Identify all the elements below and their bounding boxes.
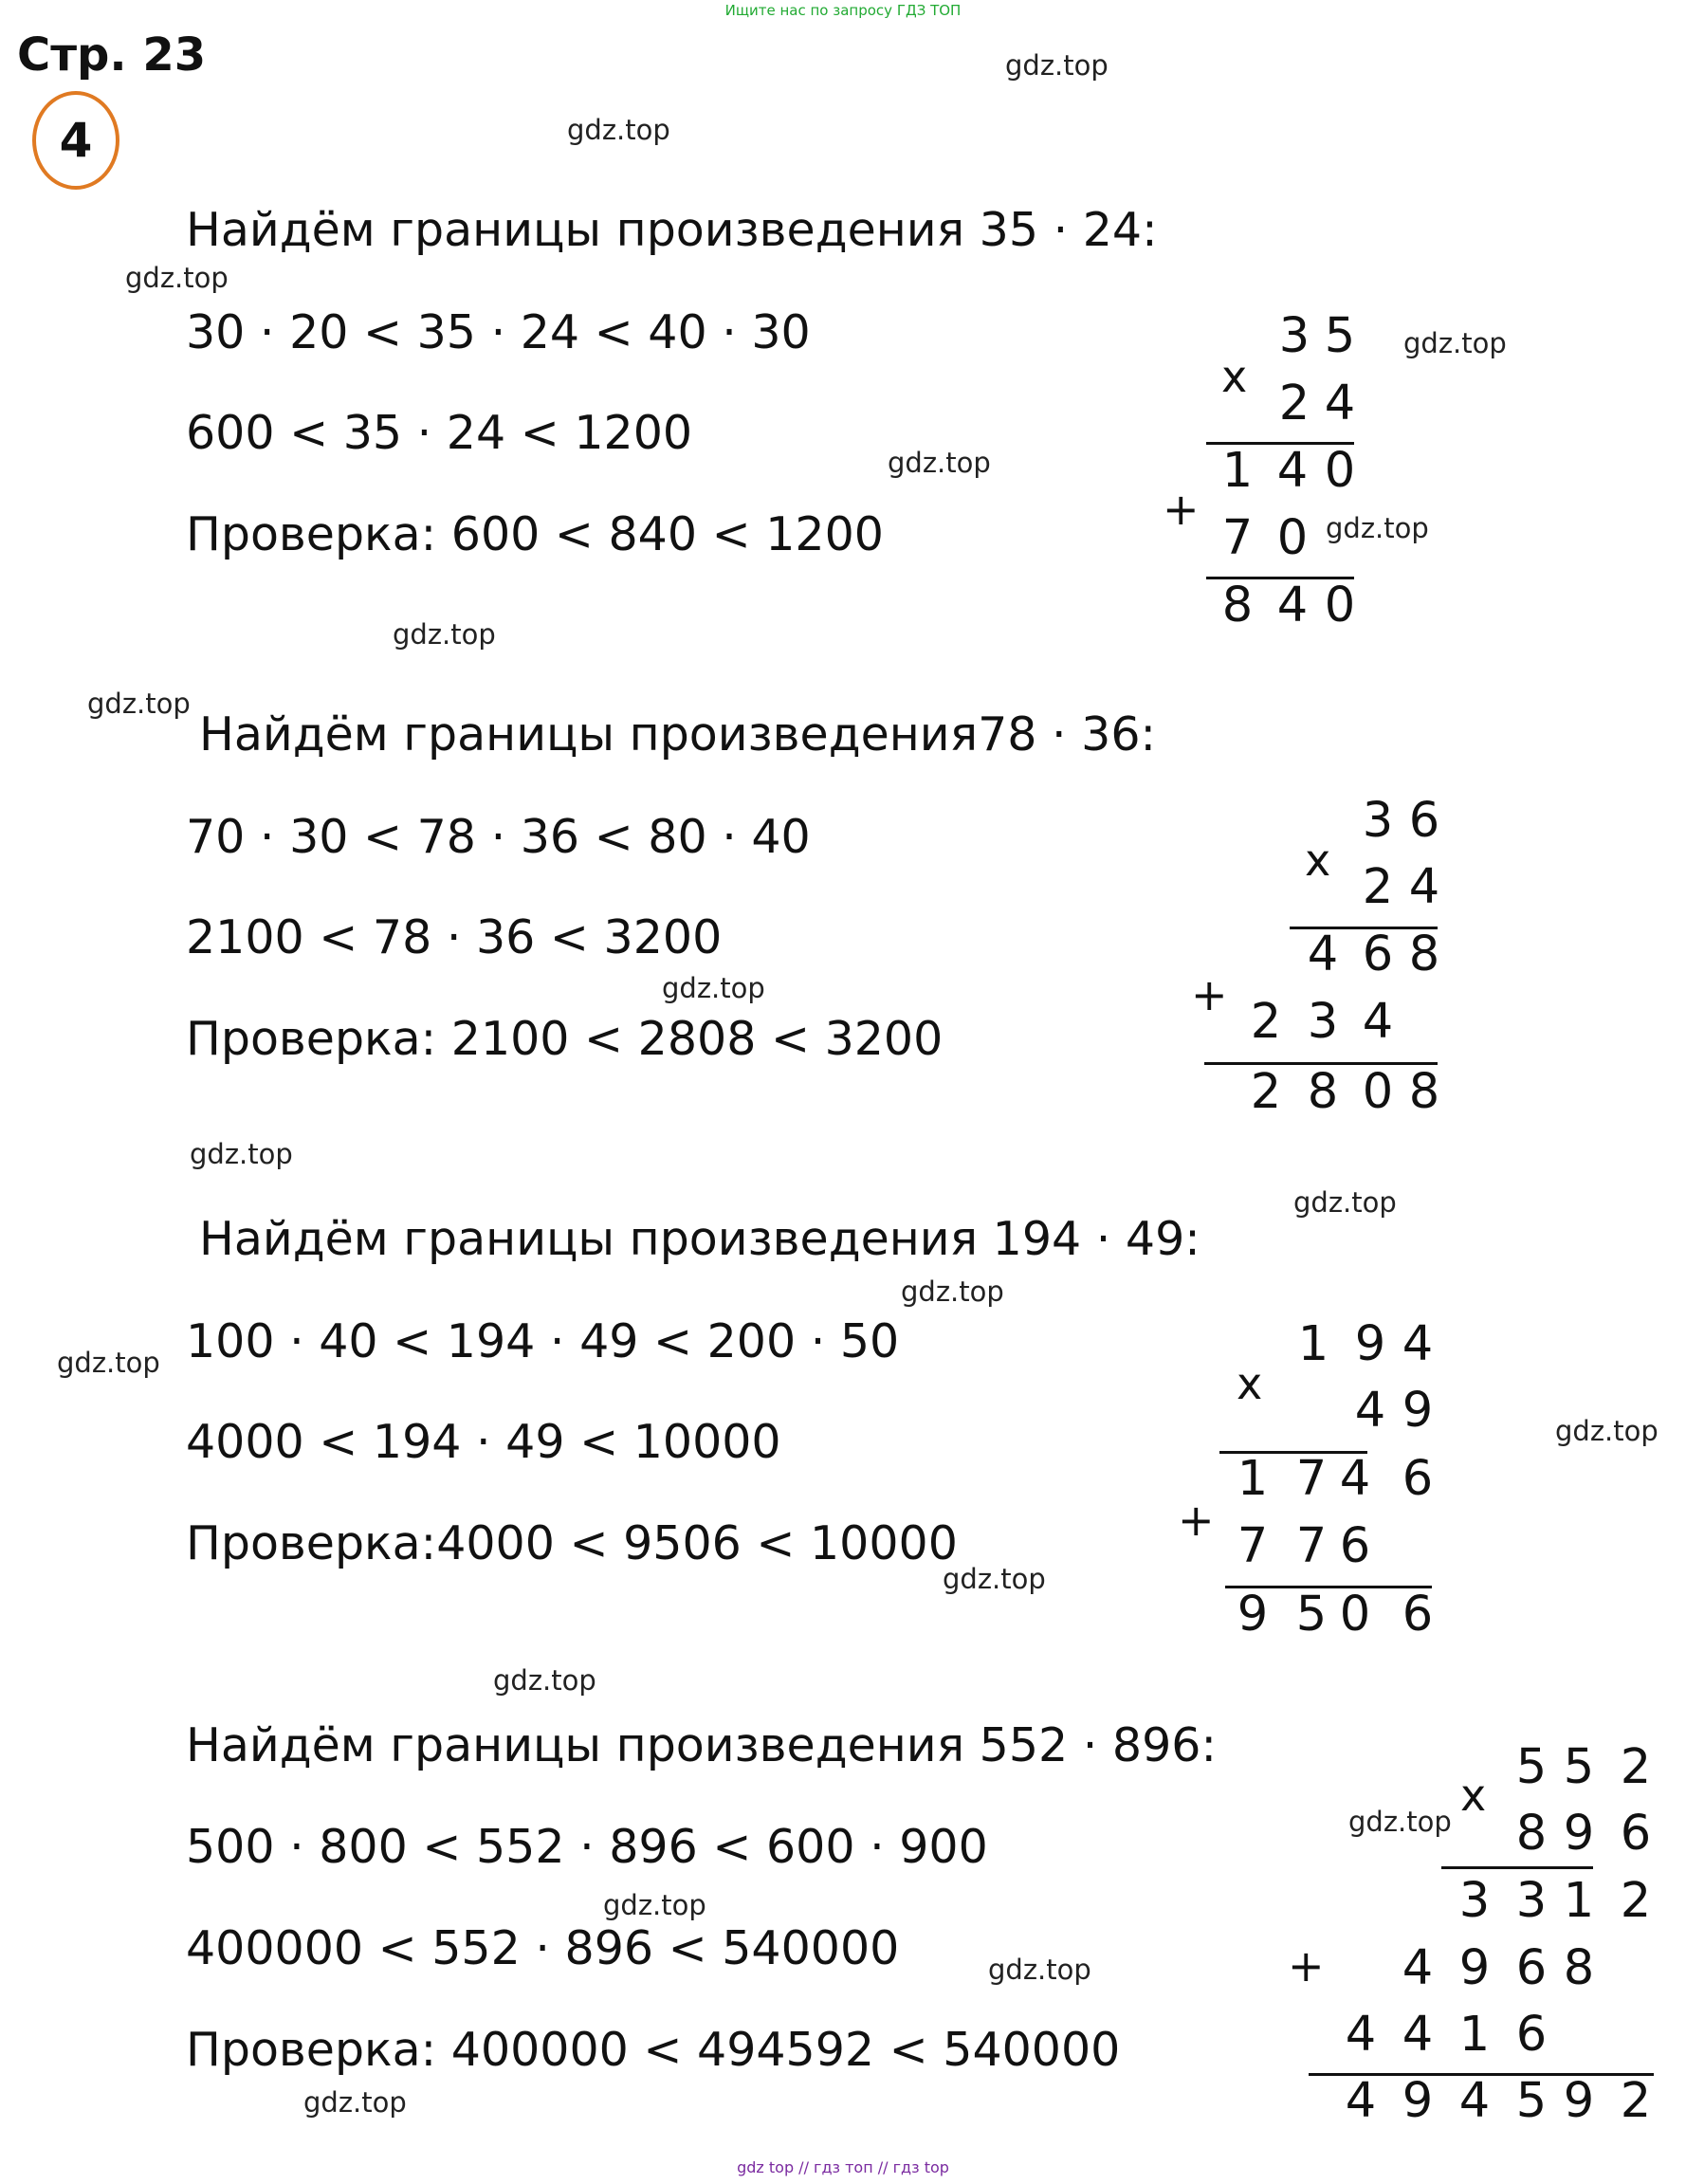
digit: 0 <box>1324 443 1356 499</box>
digit: 5 <box>1563 1739 1595 1795</box>
page-title: Стр. 23 <box>17 28 207 82</box>
digit: 7 <box>1237 1518 1269 1574</box>
digit: 4 <box>1408 859 1440 915</box>
digit: 4 <box>1362 994 1394 1050</box>
underline <box>1441 1866 1593 1869</box>
watermark: gdz.top <box>87 688 191 720</box>
digit: 4 <box>1402 1316 1434 1372</box>
digit: 3 <box>1278 308 1310 364</box>
digit: 2 <box>1620 1739 1652 1795</box>
digit: 4 <box>1402 2007 1434 2063</box>
digit: 4 <box>1458 2073 1491 2129</box>
watermark: gdz.top <box>1403 327 1507 359</box>
watermark: gdz.top <box>1326 512 1429 544</box>
digit: 6 <box>1515 1940 1548 1996</box>
problem-3-heading: Найдём границы произведения 194 · 49: <box>199 1212 1200 1266</box>
digit: 6 <box>1408 793 1440 849</box>
watermark: gdz.top <box>1555 1415 1659 1447</box>
digit: 9 <box>1458 1940 1491 1996</box>
watermark: gdz.top <box>1348 1806 1452 1838</box>
problem-4-bounds: 400000 < 552 · 896 < 540000 <box>186 1921 900 1975</box>
problem-1-heading: Найдём границы произведения 35 · 24: <box>186 203 1158 257</box>
plus-sign: + <box>1288 1940 1325 1991</box>
watermark: gdz.top <box>493 1664 596 1697</box>
digit: 2 <box>1278 376 1310 431</box>
plus-sign: + <box>1178 1495 1215 1546</box>
watermark: gdz.top <box>567 114 670 146</box>
digit: 2 <box>1620 1873 1652 1929</box>
problem-1-bounds: 600 < 35 · 24 < 1200 <box>186 406 693 460</box>
digit: 2 <box>1362 859 1394 915</box>
times-sign: x <box>1221 351 1248 402</box>
digit: 4 <box>1276 578 1309 633</box>
plus-sign: + <box>1191 969 1228 1020</box>
watermark: gdz.top <box>1005 49 1109 82</box>
digit: 5 <box>1295 1587 1328 1643</box>
problem-2-check: Проверка: 2100 < 2808 < 3200 <box>186 1012 944 1066</box>
problem-2-heading: Найдём границы произведения78 · 36: <box>199 707 1157 762</box>
watermark: gdz.top <box>888 447 991 479</box>
digit: 8 <box>1408 1064 1440 1120</box>
digit: 4 <box>1345 2007 1377 2063</box>
digit: 5 <box>1515 1739 1548 1795</box>
digit: 8 <box>1221 578 1254 633</box>
problem-3-check: Проверка:4000 < 9506 < 10000 <box>186 1516 958 1570</box>
digit: 9 <box>1563 2073 1595 2129</box>
digit: 1 <box>1237 1451 1269 1507</box>
digit: 4 <box>1307 927 1339 982</box>
digit: 6 <box>1362 927 1394 982</box>
digit: 4 <box>1276 443 1309 499</box>
digit: 2 <box>1250 1064 1282 1120</box>
digit: 6 <box>1402 1451 1434 1507</box>
problem-4-check: Проверка: 400000 < 494592 < 540000 <box>186 2023 1121 2077</box>
digit: 6 <box>1620 1806 1652 1862</box>
digit: 0 <box>1362 1064 1394 1120</box>
watermark: gdz.top <box>662 972 765 1004</box>
digit: 6 <box>1402 1587 1434 1643</box>
watermark: gdz.top <box>190 1138 293 1170</box>
digit: 1 <box>1458 2007 1491 2063</box>
digit: 9 <box>1402 1383 1434 1439</box>
digit: 8 <box>1515 1806 1548 1862</box>
digit: 1 <box>1297 1316 1329 1372</box>
digit: 9 <box>1237 1587 1269 1643</box>
digit: 4 <box>1354 1383 1386 1439</box>
times-sign: x <box>1305 835 1331 886</box>
problem-1-check: Проверка: 600 < 840 < 1200 <box>186 507 884 561</box>
task-number: 4 <box>59 113 93 168</box>
digit: 3 <box>1307 994 1339 1050</box>
watermark: gdz.top <box>603 1889 706 1921</box>
digit: 9 <box>1354 1316 1386 1372</box>
problem-4-heading: Найдём границы произведения 552 · 896: <box>186 1718 1217 1772</box>
digit: 3 <box>1515 1873 1548 1929</box>
digit: 8 <box>1563 1940 1595 1996</box>
digit: 9 <box>1402 2073 1434 2129</box>
digit: 5 <box>1324 308 1356 364</box>
digit: 4 <box>1324 376 1356 431</box>
digit: 4 <box>1345 2073 1377 2129</box>
task-number-badge <box>32 91 119 190</box>
digit: 7 <box>1295 1451 1328 1507</box>
digit: 2 <box>1620 2073 1652 2129</box>
problem-2-estimate: 70 · 30 < 78 · 36 < 80 · 40 <box>186 810 811 864</box>
digit: 3 <box>1362 793 1394 849</box>
digit: 4 <box>1402 1940 1434 1996</box>
digit: 5 <box>1515 2073 1548 2129</box>
top-banner: Ищите нас по запросу ГДЗ ТОП <box>724 2 962 19</box>
watermark: gdz.top <box>393 618 496 651</box>
digit: 3 <box>1458 1873 1491 1929</box>
digit: 0 <box>1339 1587 1371 1643</box>
digit: 8 <box>1307 1064 1339 1120</box>
watermark: gdz.top <box>943 1563 1046 1595</box>
watermark: gdz.top <box>901 1276 1004 1308</box>
digit: 2 <box>1250 994 1282 1050</box>
problem-3-bounds: 4000 < 194 · 49 < 10000 <box>186 1415 781 1469</box>
watermark: gdz.top <box>125 262 229 294</box>
problem-2-bounds: 2100 < 78 · 36 < 3200 <box>186 910 723 964</box>
problem-1-estimate: 30 · 20 < 35 · 24 < 40 · 30 <box>186 305 811 359</box>
digit: 0 <box>1276 510 1309 566</box>
watermark: gdz.top <box>57 1347 160 1379</box>
digit: 0 <box>1324 578 1356 633</box>
digit: 7 <box>1295 1518 1328 1574</box>
watermark: gdz.top <box>988 1954 1091 1986</box>
problem-3-estimate: 100 · 40 < 194 · 49 < 200 · 50 <box>186 1314 900 1368</box>
digit: 7 <box>1221 510 1254 566</box>
digit: 9 <box>1563 1806 1595 1862</box>
watermark: gdz.top <box>1293 1186 1397 1219</box>
digit: 8 <box>1408 927 1440 982</box>
digit: 1 <box>1221 443 1254 499</box>
plus-sign: + <box>1163 484 1200 535</box>
digit: 4 <box>1339 1451 1371 1507</box>
digit: 6 <box>1515 2007 1548 2063</box>
problem-4-estimate: 500 · 800 < 552 · 896 < 600 · 900 <box>186 1820 988 1874</box>
footer-links: gdz top // гдз топ // гдз top <box>737 2158 949 2176</box>
times-sign: x <box>1237 1358 1263 1409</box>
times-sign: x <box>1460 1770 1487 1821</box>
digit: 1 <box>1563 1873 1595 1929</box>
digit: 6 <box>1339 1518 1371 1574</box>
watermark: gdz.top <box>303 2086 407 2119</box>
